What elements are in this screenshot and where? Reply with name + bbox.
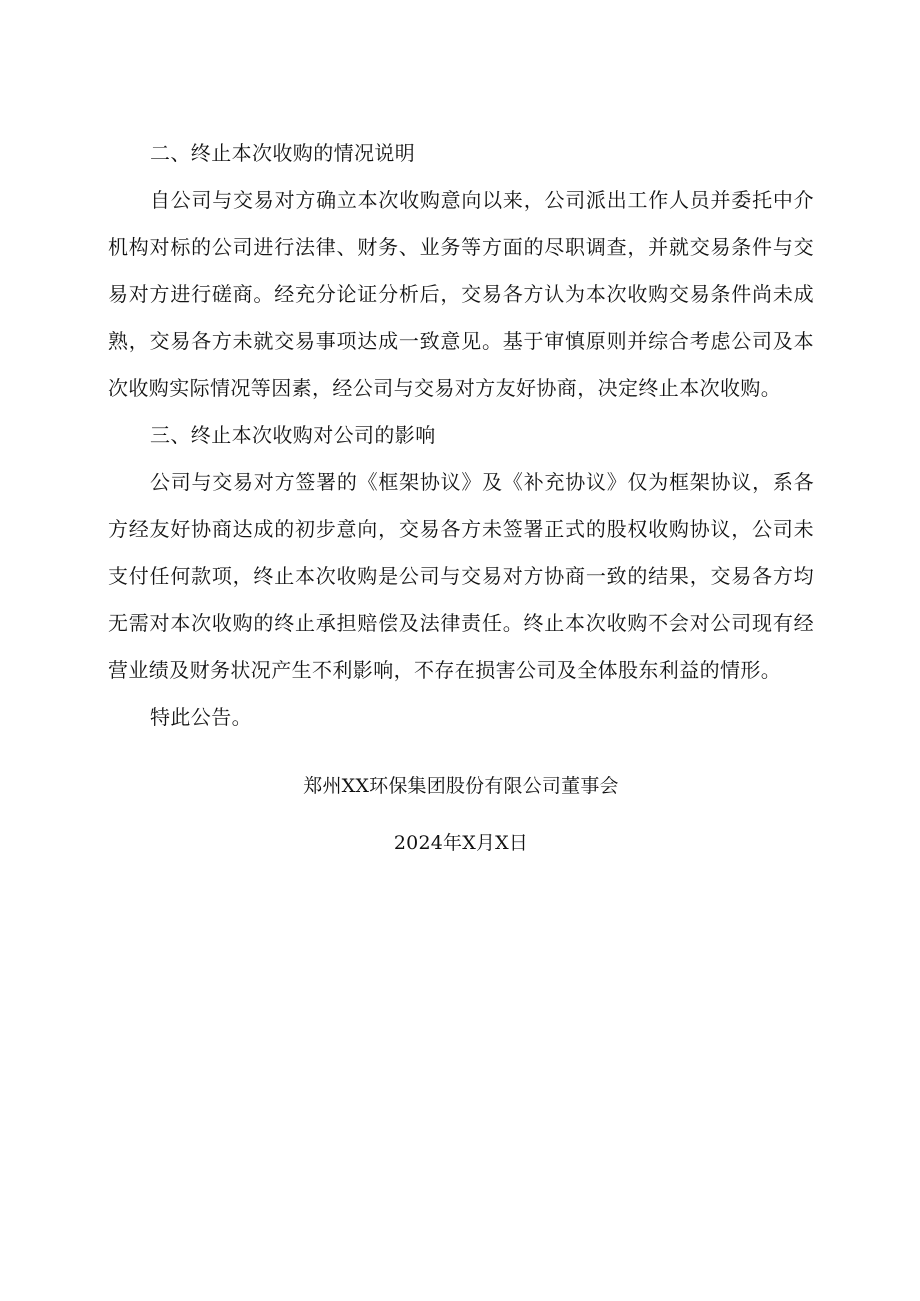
- section-heading-impact: 三、终止本次收购对公司的影响: [150, 423, 436, 447]
- document-body: [108, 130, 814, 741]
- section-heading-termination-explanation: 二、终止本次收购的情况说明: [150, 141, 416, 165]
- signature-date: 2024年X月X日: [393, 832, 529, 854]
- signature-organization: 郑州XX环保集团股份有限公司董事会: [303, 775, 619, 797]
- paragraph-termination-explanation: 自公司与交易对方确立本次收购意向以来，公司派出工作人员并委托中介机构对标的公司进行法律、财务、业务等方面的尽职调查，并就交易条件与交易对方进行磋商。经充分论证分析后，交易各方认为本次收购交易条件尚未成熟，交易各方未就交易事项达成一致意见。基于审慎原则并综合考虑公司及本次收购实际情况等因素，经公司与交易对方友好协商，决定终止本次收购。: [108, 188, 814, 400]
- paragraph-impact: 公司与交易对方签署的《框架协议》及《补充协议》仅为框架协议，系各方经友好协商达成的初步意向，交易各方未签署正式的股权收购协议，公司未支付任何款项，终止本次收购是公司与交易对方协商一致的结果，交易各方均无需对本次收购的终止承担赔偿及法律责任。终止本次收购不会对公司现有经营业绩及财务状况产生不利影响，不存在损害公司及全体股东利益的情形。: [108, 470, 814, 682]
- closing-statement: 特此公告。: [150, 705, 252, 729]
